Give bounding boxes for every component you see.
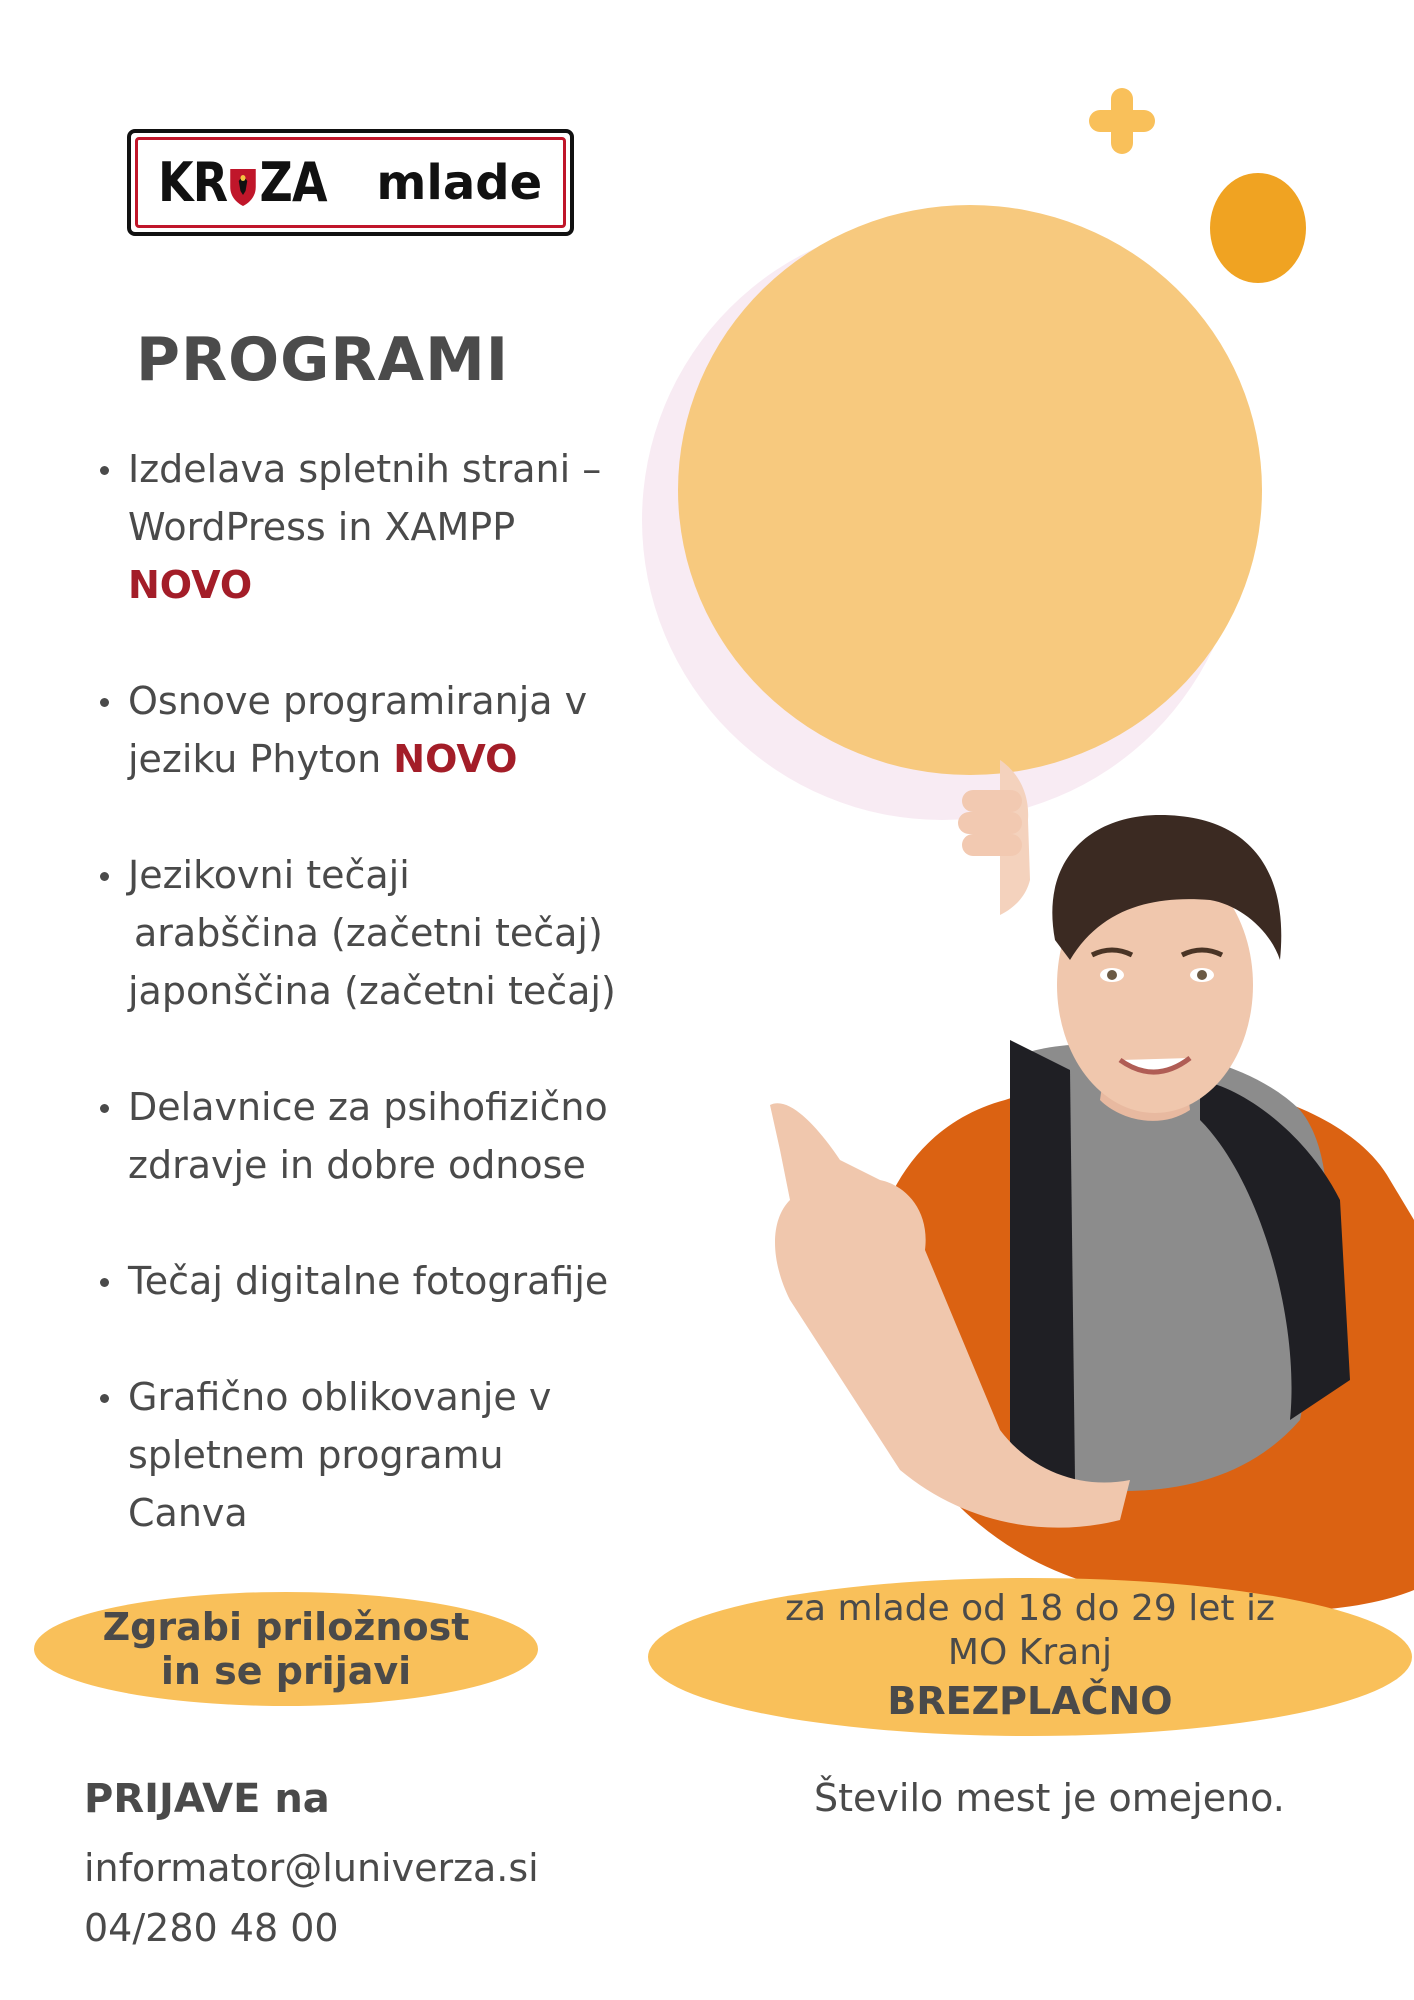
program-line: Canva xyxy=(128,1491,248,1535)
cta-line: in se prijavi xyxy=(160,1649,412,1693)
program-list xyxy=(96,440,656,1542)
list-item xyxy=(96,1368,656,1542)
program-line: arabščina (začetni tečaj) xyxy=(134,911,603,955)
cta-line: Zgrabi priložnost xyxy=(102,1605,470,1649)
email-link[interactable]: informator@luniverza.si xyxy=(84,1846,539,1890)
eligibility-line: za mlade od 18 do 29 let iz xyxy=(785,1588,1275,1629)
signup-label: PRIJAVE na xyxy=(84,1776,330,1822)
program-line: WordPress in XAMPP xyxy=(128,505,516,549)
cta-badge xyxy=(34,1592,538,1706)
new-badge: NOVO xyxy=(128,563,253,607)
program-line: Tečaj digitalne fotografije xyxy=(128,1259,609,1303)
new-badge: NOVO xyxy=(393,737,518,781)
program-line: Izdelava spletnih strani – xyxy=(128,447,602,491)
list-item xyxy=(96,846,656,1020)
logo-wordmark: KR ZA xyxy=(158,151,327,214)
program-line: Delavnice za psihofizično xyxy=(128,1085,608,1129)
list-item xyxy=(96,672,656,788)
list-item xyxy=(96,1078,656,1194)
list-item xyxy=(96,440,656,614)
page-title: PROGRAMI xyxy=(136,325,510,395)
program-line: Osnove programiranja v xyxy=(128,679,588,723)
phone-number[interactable]: 04/280 48 00 xyxy=(84,1906,339,1950)
eligibility-badge xyxy=(648,1578,1412,1736)
program-line: jeziku Phyton xyxy=(128,737,382,781)
program-line: spletnem programu xyxy=(128,1433,504,1477)
balloon xyxy=(678,205,1262,775)
program-line: Jezikovni tečaji xyxy=(128,853,410,897)
eligibility-line: MO Kranj xyxy=(947,1632,1113,1673)
plus-icon xyxy=(1089,88,1155,154)
program-line: Grafično oblikovanje v xyxy=(128,1375,552,1419)
person xyxy=(770,815,1350,1528)
logo-subtitle: mlade xyxy=(376,154,543,211)
crest-icon xyxy=(229,165,258,207)
program-line: japonščina (začetni tečaj) xyxy=(128,969,616,1013)
free-label: BREZPLAČNO xyxy=(887,1679,1173,1723)
list-item xyxy=(96,1252,656,1310)
logo xyxy=(127,129,574,236)
orange-dot xyxy=(1210,173,1306,283)
limited-seats-note: Število mest je omejeno. xyxy=(814,1776,1285,1820)
program-line: zdravje in dobre odnose xyxy=(128,1143,586,1187)
